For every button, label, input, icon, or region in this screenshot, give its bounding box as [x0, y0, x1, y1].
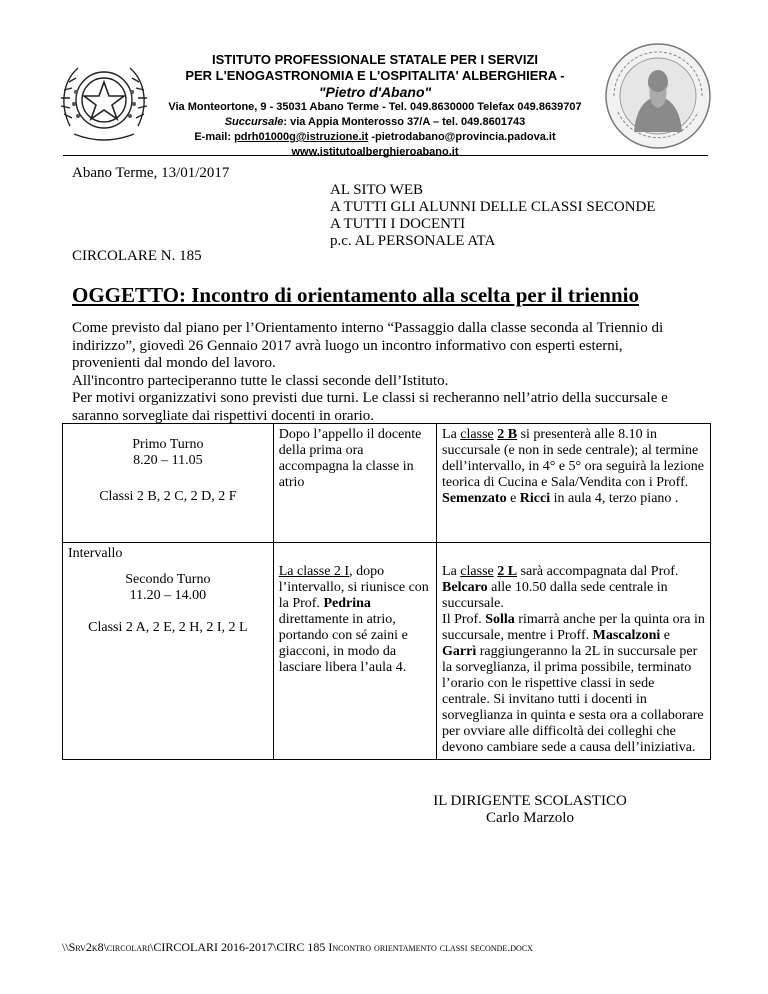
circolare-number: CIRCOLARE N. 185	[72, 248, 202, 264]
footer-file-path: \\Srv2k8\circolari\CIRCOLARI 2016-2017\CIRC 185 Incontro orientamento classi seconde.docx	[62, 940, 533, 954]
teacher-name: Mascalzoni	[592, 628, 661, 643]
turn1-info-cell	[63, 424, 274, 543]
teacher-name: Ricci	[519, 491, 551, 506]
class-code: 2 B	[497, 427, 518, 442]
text-run: in aula 4, terzo piano .	[550, 491, 679, 506]
intro-line: provenienti dal mondo del lavoro.	[72, 355, 276, 371]
intro-line: Come previsto dal piano per l’Orientamento interno “Passaggio dalla classe seconda al Triennio di	[72, 320, 664, 336]
turns-table	[62, 423, 711, 760]
signature-title: IL DIRIGENTE SCOLASTICO	[433, 793, 627, 809]
signature-name: Carlo Marzolo	[486, 810, 574, 826]
teacher-name: Semenzato	[442, 491, 507, 506]
text-run: sarà accompagnata dal Prof.	[517, 564, 679, 579]
text-run: si presenterà alle 8.10 in succursale (e non in sede centrale); al termine dell’intervallo, in 4° e 5° ora seguirà la lezione teorica di Cucina e Sala/Vendita con i Proff.	[442, 427, 704, 490]
intervallo-label: Intervallo	[68, 546, 123, 561]
recipient: A TUTTI I DOCENTI	[330, 216, 466, 232]
text-run: direttamente in atrio, portando con sé zaini e giacconi, in modo da lasciare libera l’aula 4.	[278, 612, 408, 675]
text-run: alle 10.50 dalla sede centrale in succursale.	[442, 580, 668, 611]
text-run: La	[442, 564, 461, 579]
website-link[interactable]: www.istitutoalberghieroabano.it	[291, 146, 459, 158]
text-run: classe	[460, 427, 494, 442]
text-run: La classe 2 I	[278, 564, 350, 579]
school-seal-icon	[604, 42, 712, 150]
recipient: p.c. AL PERSONALE ATA	[330, 233, 496, 249]
recipients-list	[330, 182, 656, 250]
table-row	[63, 424, 711, 543]
address-main: Via Monteortone, 9 - 35031 Abano Terme - Tel. 049.8630000 Telefax 049.8639707	[168, 101, 582, 113]
text-run: La	[442, 427, 461, 442]
email-secondary: -pietrodabano@provincia.padova.it	[368, 131, 556, 143]
turn2-name: Secondo Turno	[125, 572, 211, 587]
turn2-col3-cell	[437, 543, 711, 760]
turn1-col2-cell: Dopo l’appello il docente della prima ora accompagna la classe in atrio	[273, 424, 436, 543]
text-run: , dopo l’intervallo, si riunisce con la Prof.	[278, 564, 429, 611]
intro-line: All'incontro parteciperanno tutte le classi seconde dell’Istituto.	[72, 372, 449, 389]
place-date: Abano Terme, 13/01/2017	[72, 165, 230, 181]
address-branch	[150, 115, 600, 130]
signature-block	[420, 793, 640, 827]
school-name: "Pietro d'Abano"	[318, 84, 432, 100]
turn2-time: 11.20 – 14.00	[129, 588, 207, 603]
text-run: e	[506, 491, 520, 506]
email-line	[150, 130, 600, 145]
teacher-name: Belcaro	[442, 580, 488, 595]
school-header	[150, 52, 600, 160]
intro-line: indirizzo”, giovedì 26 Gennaio 2017 avrà luogo un incontro informativo con esperti esterni,	[72, 337, 623, 354]
italian-republic-emblem-icon	[56, 56, 152, 148]
address-branch-text: : via Appia Monterosso 37/A – tel. 049.8601743	[283, 116, 526, 128]
teacher-name: Pedrina	[323, 596, 371, 611]
turn2-col2-cell	[273, 543, 436, 760]
turn1-name: Primo Turno	[132, 437, 204, 452]
table-row	[63, 543, 711, 760]
text-run: rimarrà anche per la quinta ora in succursale, mentre i Proff.	[442, 612, 705, 643]
header-line-2: PER L'ENOGASTRONOMIA E L'OSPITALITA' ALBERGHIERA -	[185, 68, 565, 83]
email-label: E-mail:	[194, 131, 235, 143]
intro-line: saranno sorvegliate dai rispettivi docenti in orario.	[72, 407, 374, 424]
intro-paragraph	[72, 320, 712, 425]
turn1-col3-cell	[437, 424, 711, 543]
text-run: e	[660, 628, 670, 643]
turn1-classes: Classi 2 B, 2 C, 2 D, 2 F	[99, 489, 237, 504]
header-line-1: ISTITUTO PROFESSIONALE STATALE PER I SERVIZI	[212, 52, 538, 67]
text-run: Il Prof.	[442, 612, 486, 627]
intro-line: Per motivi organizzativi sono previsti due turni. Le classi si recheranno nell’atrio della succursale e	[72, 390, 668, 406]
email-link[interactable]: pdrh01000g@istruzione.it	[234, 131, 369, 143]
text-run: classe	[460, 564, 494, 579]
class-code: 2 L	[497, 564, 518, 579]
teacher-name: Solla	[485, 612, 515, 627]
recipient: A TUTTI GLI ALUNNI DELLE CLASSI SECONDE	[330, 199, 656, 215]
recipient: AL SITO WEB	[330, 182, 424, 198]
subject-heading: OGGETTO: Incontro di orientamento alla scelta per il triennio	[72, 283, 639, 307]
turn1-time: 8.20 – 11.05	[133, 453, 203, 468]
address-branch-label: Succursale	[224, 116, 284, 128]
turn2-info-cell	[63, 543, 274, 760]
teacher-name: Garrì	[442, 644, 477, 659]
turn2-classes: Classi 2 A, 2 E, 2 H, 2 I, 2 L	[88, 620, 248, 635]
text-run: raggiungeranno la 2L in succursale per la sorveglianza, il prima possibile, terminato l’orario con le rispettive classi in sede centrale. Si invitano tutti i docenti in sorveglianza in quinta e sesta ora a collaborare per ovviare alle difficoltà dei colleghi che devono cambiare sede a causa dell’iniziativa.	[442, 644, 704, 755]
header-divider	[63, 155, 708, 156]
